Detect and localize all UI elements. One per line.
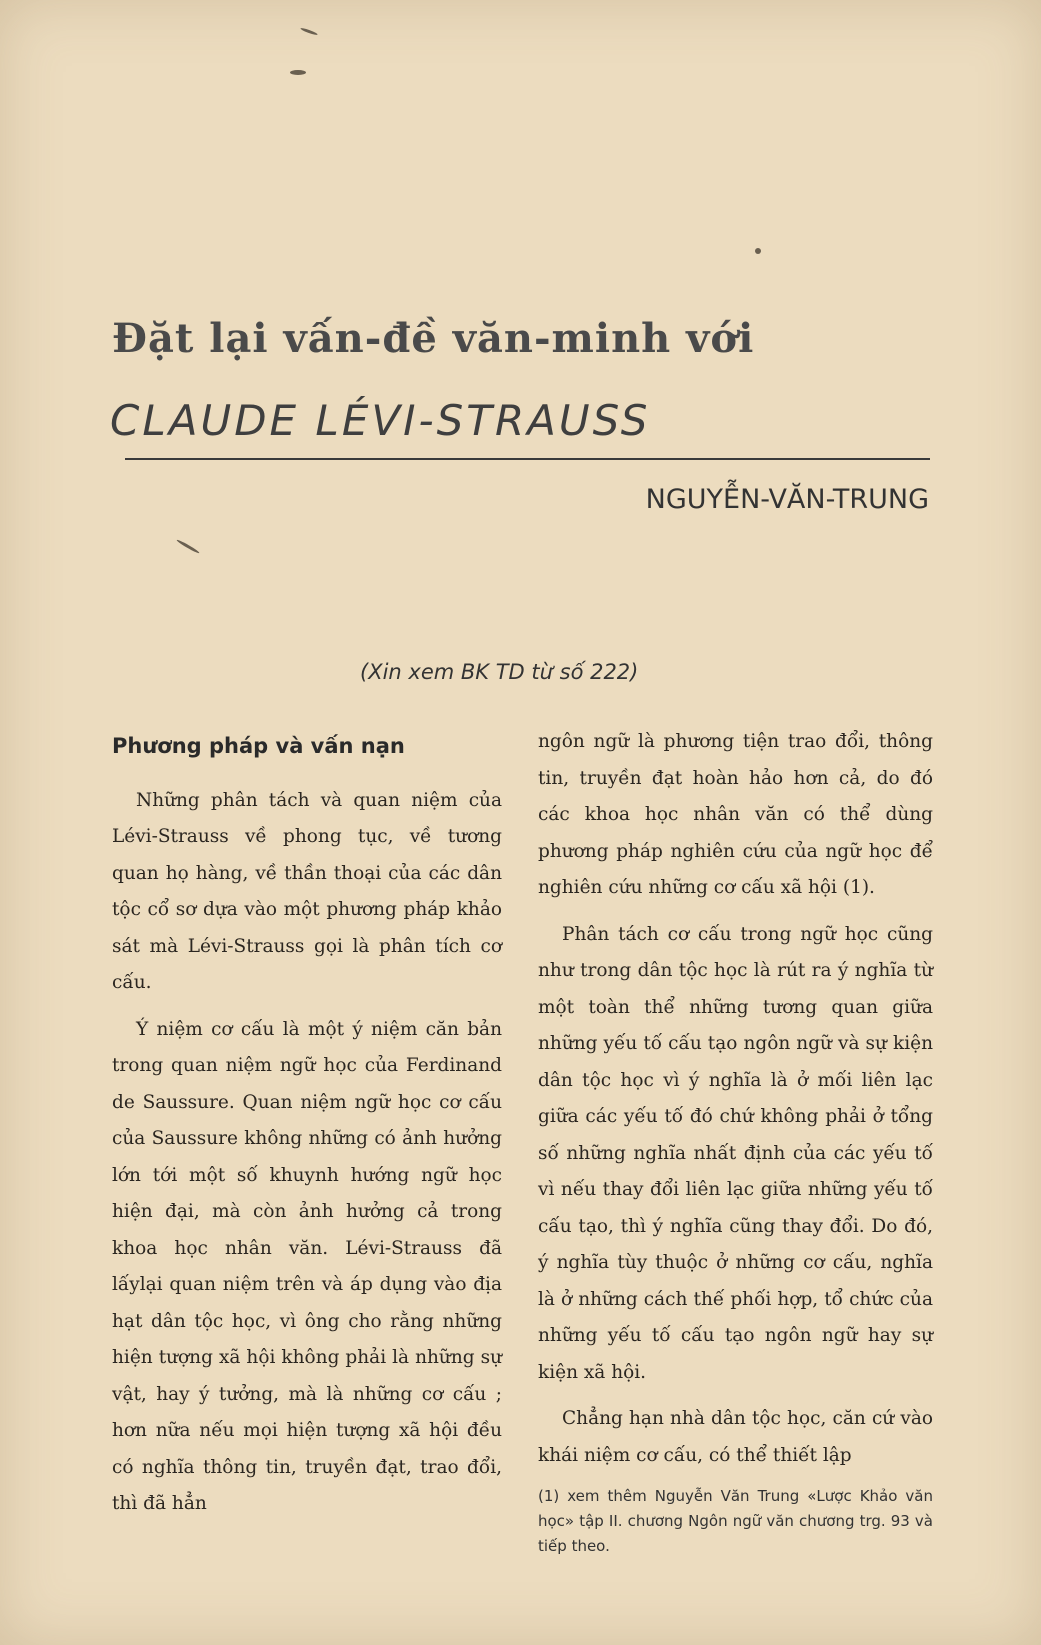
left-column <box>112 728 502 1523</box>
right-column <box>538 724 933 1559</box>
article-title-line2: CLAUDE LÉVI-STRAUSS <box>110 396 651 445</box>
paper-blemish <box>755 248 761 254</box>
paragraph: Những phân tách và quan niệm của Lévi-Strauss về phong tục, về tương quan họ hàng, về thần thoại của các dân tộc cổ sơ dựa vào một phương pháp khảo sát mà Lévi-Strauss gọi là phân tích cơ cấu. <box>112 789 502 993</box>
paper-blemish <box>176 539 200 555</box>
paper-blemish <box>290 70 306 75</box>
paragraph: Ý niệm cơ cấu là một ý niệm căn bản trong quan niệm ngữ học của Ferdinand de Saussure. Quan niệm ngữ học cơ cấu của Saussure không những có ảnh hưởng lớn tới một số khuynh hướng ngữ học hiện đại, mà còn ảnh hưởng cả trong khoa học nhân văn. Lévi-Strauss đã lấylại quan niệm trên và áp dụng vào địa hạt dân tộc học, vì ông cho rằng những hiện tượng xã hội không phải là những sự vật, hay ý tưởng, mà là những cơ cấu ; hơn nữa nếu mọi hiện tượng xã hội đều có nghĩa thông tin, truyền đạt, trao đổi, thì đã hẳn <box>112 1018 502 1514</box>
title-divider <box>125 458 930 460</box>
footnote: (1) xem thêm Nguyễn Văn Trung «Lược Khảo văn học» tập II. chương Ngôn ngữ văn chương trg. 93 và tiếp theo. <box>538 1487 933 1555</box>
reference-note: (Xin xem BK TD từ số 222) <box>360 660 639 684</box>
paragraph: ngôn ngữ là phương tiện trao đổi, thông tin, truyền đạt hoàn hảo hơn cả, do đó các khoa học nhân văn có thể dùng phương pháp nghiên cứu của ngữ học để nghiên cứu những cơ cấu xã hội (1). <box>538 731 933 898</box>
paragraph: Chẳng hạn nhà dân tộc học, căn cứ vào khái niệm cơ cấu, có thể thiết lập <box>538 1408 933 1466</box>
paragraph: Phân tách cơ cấu trong ngữ học cũng như trong dân tộc học là rút ra ý nghĩa từ một toàn thể những tương quan giữa những yếu tố cấu tạo ngôn ngữ và sự kiện dân tộc học vì ý nghĩa là ở mối liên lạc giữa các yếu tố đó chứ không phải ở tổng số những nghĩa nhất định của các yếu tố vì nếu thay đổi liên lạc giữa những yếu tố cấu tạo, thì ý nghĩa cũng thay đổi. Do đó, ý nghĩa tùy thuộc ở những cơ cấu, nghĩa là ở những cách thế phối hợp, tổ chức của những yếu tố cấu tạo ngôn ngữ hay sự kiện xã hội. <box>538 923 933 1383</box>
article-author: NGUYỄN-VĂN-TRUNG <box>645 484 929 515</box>
section-heading: Phương pháp và vấn nạn <box>112 734 405 758</box>
article-title-line1: Đặt lại vấn-đề văn-minh với <box>112 315 755 362</box>
paper-blemish <box>300 27 318 36</box>
